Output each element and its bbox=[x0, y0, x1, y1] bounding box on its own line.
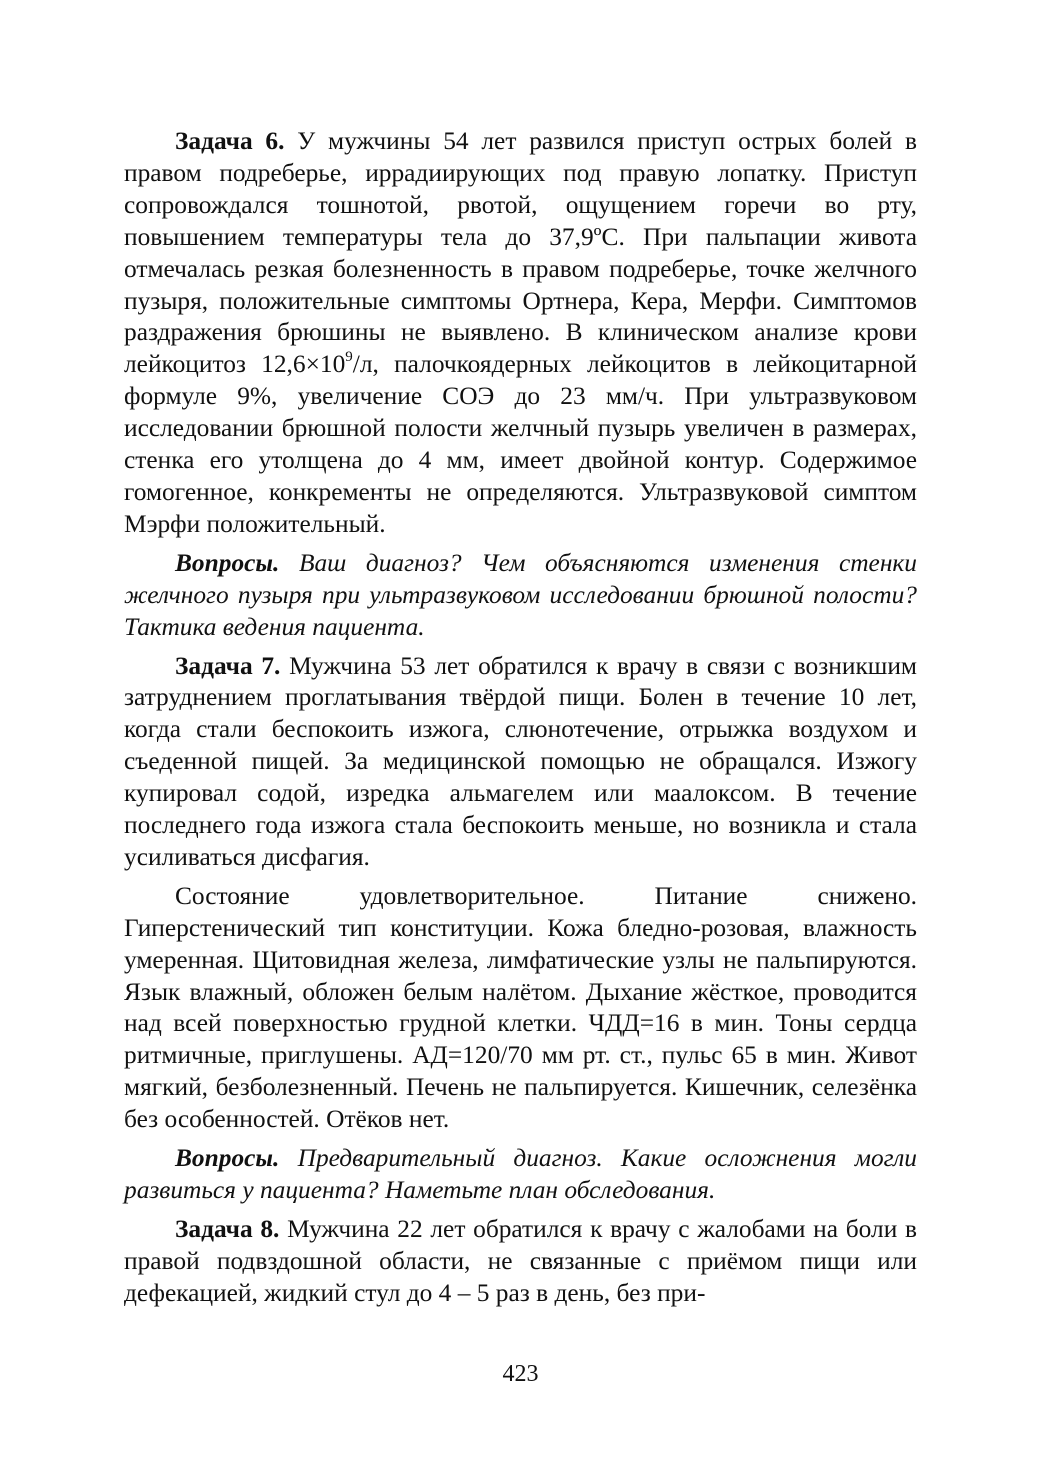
task-6-questions-text: Ваш диагноз? Чем объясняются изменения стенки желчного пузыря при ультразвуковом исследовании брюшной полости? Тактика ведения пациента. bbox=[124, 548, 917, 641]
task-6-label: Задача 6. bbox=[175, 127, 285, 155]
task-6-exponent: 9 bbox=[345, 348, 353, 365]
task-7-questions bbox=[124, 1143, 917, 1207]
task-6-paragraph bbox=[124, 126, 917, 541]
task-7-text: Мужчина 53 лет обратился к врачу в связи с возникшим затруднением проглатывания твёрдой пищи. Болен в течение 10 лет, когда стали беспокоить изжога, слюнотечение, отрыжка воздухом и съеденной пищей. За медицинской помощью не обращался. Изжогу купировал содой, изредка альмагелем или маалоксом. В течение последнего года изжога стала беспокоить меньше, но возникла и стала усиливаться дисфагия. bbox=[124, 651, 918, 871]
task-7-questions-text: Предварительный диагноз. Какие осложнения могли развиться у пациента? Наметьте план обследования. bbox=[124, 1144, 917, 1204]
task-6-text-part-2: /л, палочкоядерных лейкоцитов в лейкоцитарной формуле 9%, увеличение СОЭ до 23 мм/ч. При ультразвуковом исследовании брюшной полости желчный пузырь увеличен в размерах, стенка его утолщена до 4 мм, имеет двойной контур. Содержимое гомогенное, конкременты не определяются. Ультразвуковой симптом Мэрфи положительный. bbox=[124, 350, 917, 538]
document-page bbox=[124, 126, 917, 1310]
task-8-text: Мужчина 22 лет обратился к врачу с жалобами на боли в правой подвздошной области, не связанные с приёмом пищи или дефекацией, жидкий стул до 4 – 5 раз в день, без при- bbox=[124, 1214, 917, 1307]
task-6-questions-label: Вопросы. bbox=[175, 548, 280, 577]
task-7-status-paragraph: Состояние удовлетворительное. Питание снижено. Гиперстенический тип конституции. Кожа бледно-розовая, влажность умеренная. Щитовидная железа, лимфатические узлы не пальпируются. Язык влажный, обложен белым налётом. Дыхание жёсткое, проводится над всей поверхностью грудной клетки. ЧДД=16 в мин. Тоны сердца ритмичные, приглушены. АД=120/70 мм рт. ст., пульс 65 в мин. Живот мягкий, безболезненный. Печень не пальпируется. Кишечник, селезёнка без особенностей. Отёков нет. bbox=[124, 881, 917, 1134]
page-number: 423 bbox=[502, 1361, 539, 1387]
task-6-text-part-1: У мужчины 54 лет развился приступ острых болей в правом подреберье, иррадиирующих под правую лопатку. Приступ сопровождался тошнотой, рвотой, ощущением горечи во рту, повышением температуры тела до 37,9ºС. При пальпации живота отмечалась резкая болезненность в правом подреберье, точке желчного пузыря, положительные симптомы Ортнера, Кера, Мерфи. Симптомов раздражения брюшины не выявлено. В клиническом анализе крови лейкоцитоз 12,6×10 bbox=[124, 127, 918, 379]
task-6-questions bbox=[124, 548, 917, 644]
task-7-questions-label: Вопросы. bbox=[175, 1144, 280, 1173]
task-8-paragraph bbox=[124, 1214, 917, 1310]
task-8-label: Задача 8. bbox=[175, 1214, 280, 1243]
task-7-paragraph bbox=[124, 651, 917, 874]
task-7-label: Задача 7. bbox=[175, 651, 281, 680]
